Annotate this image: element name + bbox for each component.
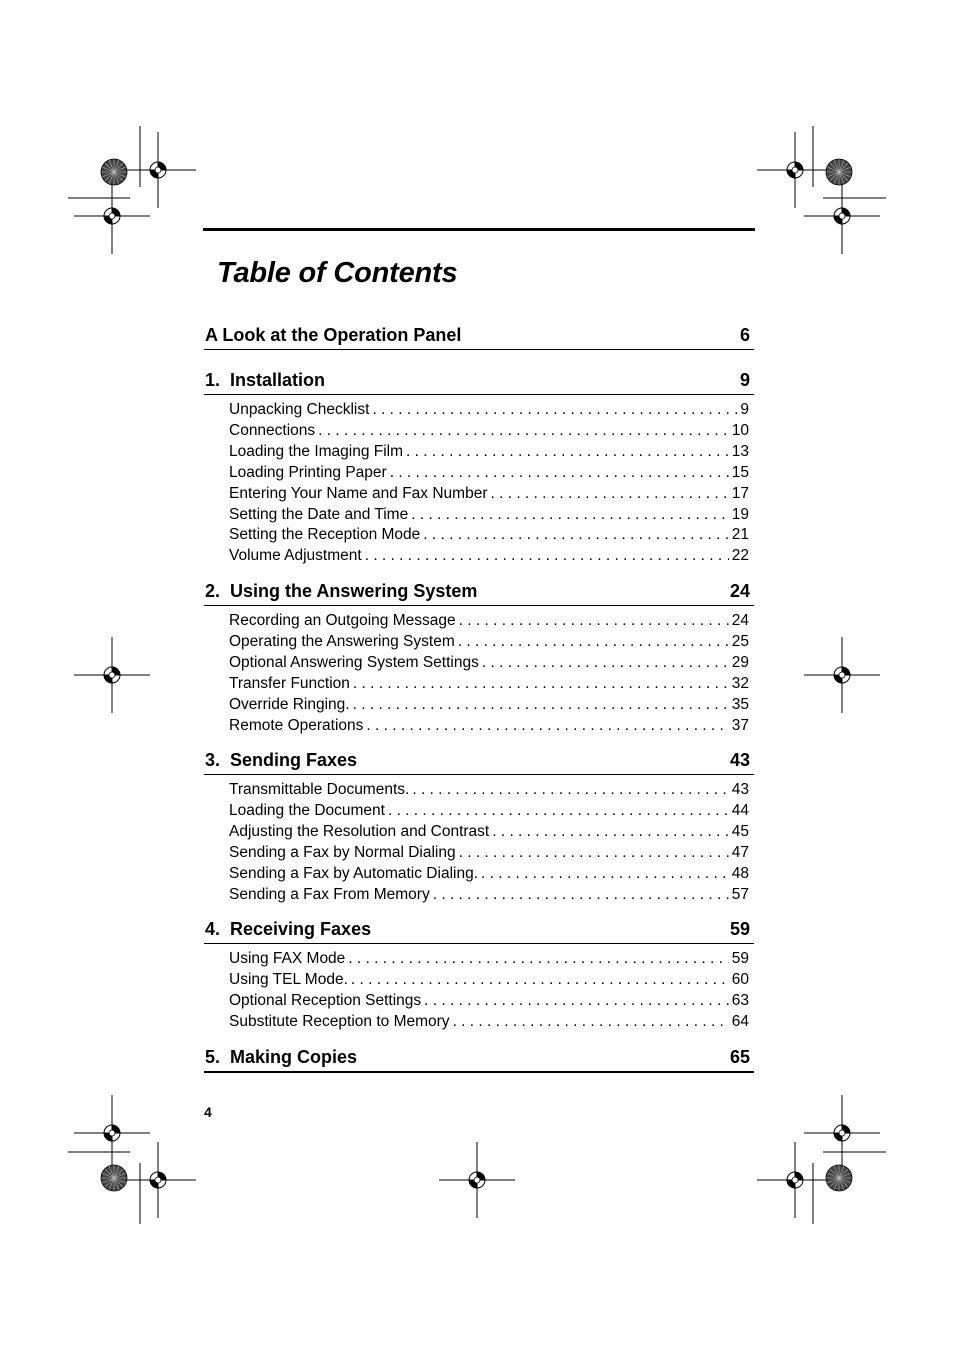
dot-leader: [459, 611, 729, 632]
toc-section-title: 4. Receiving Faxes: [205, 919, 372, 939]
toc-entry-page: 57: [731, 885, 749, 903]
toc-entry-page: 15: [731, 463, 749, 481]
dot-leader: [458, 632, 729, 653]
toc-entry-page: 59: [731, 950, 749, 967]
toc-section-heading[interactable]: [204, 918, 754, 944]
toc-entry-page: 45: [731, 822, 749, 840]
toc-section-heading[interactable]: [204, 580, 754, 606]
toc-section-title: 2. Using the Answering System: [205, 581, 478, 601]
toc-entry[interactable]: [229, 546, 749, 567]
toc-entry-title: Optional Reception Settings: [229, 991, 422, 1009]
toc-entry-page: 63: [731, 991, 749, 1009]
toc-entry-page: 32: [731, 674, 749, 692]
toc-entry[interactable]: [229, 653, 749, 674]
toc-section-heading[interactable]: [204, 369, 754, 395]
toc-entry-title: Setting the Reception Mode: [229, 526, 421, 544]
toc-entry[interactable]: [229, 864, 749, 885]
crosshair-icon: [757, 1142, 833, 1218]
toc-section-title: 5. Making Copies: [205, 1047, 358, 1067]
dot-leader: [481, 864, 729, 885]
toc-entry[interactable]: [229, 695, 749, 716]
toc-entry-page: 22: [731, 547, 749, 565]
toc-entry[interactable]: [229, 484, 749, 505]
dot-leader: [353, 674, 729, 695]
toc-entry-title: Unpacking Checklist: [229, 401, 370, 418]
toc-entry-page: 25: [731, 632, 749, 650]
toc-entry-page: 9: [740, 401, 749, 418]
toc-entry[interactable]: [229, 505, 749, 526]
toc-entry-title: Setting the Date and Time: [229, 505, 409, 523]
toc-entry-page: 29: [731, 653, 749, 671]
crosshair-icon: [74, 1095, 150, 1171]
toc-entry[interactable]: [229, 970, 749, 991]
toc-entry[interactable]: [229, 716, 749, 737]
toc-entry-title: Using FAX Mode: [229, 950, 346, 967]
toc-entry[interactable]: [229, 611, 749, 632]
toc-entry[interactable]: [229, 885, 749, 906]
toc-entry[interactable]: [229, 421, 749, 442]
toc-entry-title: Using TEL Mode.: [229, 970, 348, 988]
starburst-icon: [826, 159, 852, 185]
dot-leader: [453, 1012, 729, 1033]
crosshair-icon: [439, 1142, 515, 1218]
toc-entry-page: 37: [731, 716, 749, 734]
crosshair-icon: [74, 178, 150, 254]
page-title: Table of Contents: [217, 257, 458, 289]
toc-entry[interactable]: [229, 442, 749, 463]
toc-entry-list: [204, 611, 754, 736]
toc-section-title: A Look at the Operation Panel: [205, 325, 462, 345]
toc-entry-page: 17: [731, 484, 749, 502]
toc-entry-page: 48: [731, 864, 749, 882]
toc-section: [204, 1046, 754, 1073]
dot-leader: [348, 949, 728, 970]
toc-entry-title: Sending a Fax by Automatic Dialing.: [229, 864, 478, 882]
toc-entry-title: Connections: [229, 421, 316, 439]
dot-leader: [424, 991, 729, 1012]
dot-leader: [318, 421, 729, 442]
toc-section-page: 43: [729, 750, 750, 770]
toc-entry-title: Loading Printing Paper: [229, 463, 387, 481]
toc-entry[interactable]: [229, 991, 749, 1012]
toc-entry[interactable]: [229, 822, 749, 843]
toc-entry-title: Transfer Function: [229, 674, 350, 692]
dot-leader: [412, 780, 728, 801]
toc-entry-page: 60: [731, 970, 749, 988]
toc-entry-title: Substitute Reception to Memory: [229, 1012, 450, 1030]
toc-entry-title: Volume Adjustment: [229, 547, 362, 565]
crosshair-icon: [120, 132, 196, 208]
toc-entry[interactable]: [229, 843, 749, 864]
toc-entry-title: Sending a Fax by Normal Dialing: [229, 843, 456, 861]
dot-leader: [492, 822, 729, 843]
page-number: 4: [204, 1104, 212, 1120]
dot-leader: [366, 716, 728, 737]
dot-leader: [365, 546, 729, 567]
toc-entry-title: Transmittable Documents.: [229, 781, 410, 798]
crosshair-icon: [804, 178, 880, 254]
toc-section-heading[interactable]: [204, 1046, 754, 1073]
toc-section: [204, 369, 754, 567]
crosshair-icon: [804, 637, 880, 713]
toc-entry-title: Remote Operations: [229, 716, 364, 734]
toc-entry-title: Override Ringing.: [229, 695, 350, 713]
crosshair-icon: [804, 1095, 880, 1171]
toc-entry-page: 10: [731, 421, 749, 439]
dot-leader: [482, 653, 729, 674]
toc-entry-page: 47: [731, 843, 749, 861]
toc-entry-title: Entering Your Name and Fax Number: [229, 484, 488, 502]
dot-leader: [390, 463, 729, 484]
toc-entry-title: Recording an Outgoing Message: [229, 612, 456, 629]
toc-entry-page: 19: [731, 505, 749, 523]
crosshair-icon: [74, 637, 150, 713]
toc-entry-page: 44: [731, 801, 749, 819]
toc-entry-list: [204, 400, 754, 567]
toc-section-page: 65: [729, 1047, 750, 1067]
toc-entry[interactable]: [229, 674, 749, 695]
toc-entry[interactable]: [229, 463, 749, 484]
starburst-icon: [826, 1165, 852, 1191]
dot-leader: [423, 525, 728, 546]
dot-leader: [388, 801, 729, 822]
toc-entry-title: Sending a Fax From Memory: [229, 885, 430, 903]
toc-entry-title: Loading the Document: [229, 801, 385, 819]
header-rule: [203, 228, 755, 231]
dot-leader: [351, 970, 729, 991]
toc-entry-title: Loading the Imaging Film: [229, 442, 404, 460]
dot-leader: [353, 695, 729, 716]
toc-section-page: 6: [739, 325, 750, 345]
toc-entry-page: 64: [731, 1012, 749, 1030]
toc-section: [204, 918, 754, 1033]
toc-entry[interactable]: [229, 780, 749, 801]
toc-entry-title: Optional Answering System Settings: [229, 653, 479, 671]
crosshair-icon: [120, 1142, 196, 1218]
dot-leader: [406, 442, 729, 463]
toc-section-heading[interactable]: [204, 324, 754, 350]
toc-entry-title: Adjusting the Resolution and Contrast: [229, 822, 490, 840]
toc-section-title: 3. Sending Faxes: [205, 750, 358, 770]
dot-leader: [372, 400, 737, 421]
toc-section-page: 59: [729, 919, 750, 939]
toc-section: [204, 749, 754, 905]
toc-section-heading[interactable]: [204, 749, 754, 775]
toc-section-title: 1. Installation: [205, 370, 326, 390]
starburst-icon: [101, 159, 127, 185]
toc-section: [204, 580, 754, 736]
toc-section-page: 9: [739, 370, 750, 390]
dot-leader: [459, 843, 729, 864]
toc-entry[interactable]: [229, 1012, 749, 1033]
toc-entry-title: Operating the Answering System: [229, 632, 455, 650]
dot-leader: [411, 505, 729, 526]
toc-entry-page: 24: [731, 612, 749, 629]
toc-entry-list: [204, 780, 754, 905]
crosshair-icon: [757, 132, 833, 208]
dot-leader: [433, 885, 729, 906]
toc-entry-page: 13: [731, 442, 749, 460]
toc-section: [204, 324, 754, 350]
toc-entry-page: 35: [731, 695, 749, 713]
toc-entry-page: 43: [731, 781, 749, 798]
dot-leader: [490, 484, 728, 505]
toc-entry[interactable]: [229, 632, 749, 653]
toc-entry[interactable]: [229, 400, 749, 421]
toc-section-page: 24: [729, 581, 750, 601]
toc-entry-list: [204, 949, 754, 1033]
toc-entry[interactable]: [229, 949, 749, 970]
starburst-icon: [101, 1165, 127, 1191]
toc-entry[interactable]: [229, 801, 749, 822]
toc-entry-page: 21: [731, 526, 749, 544]
toc-entry[interactable]: [229, 525, 749, 546]
